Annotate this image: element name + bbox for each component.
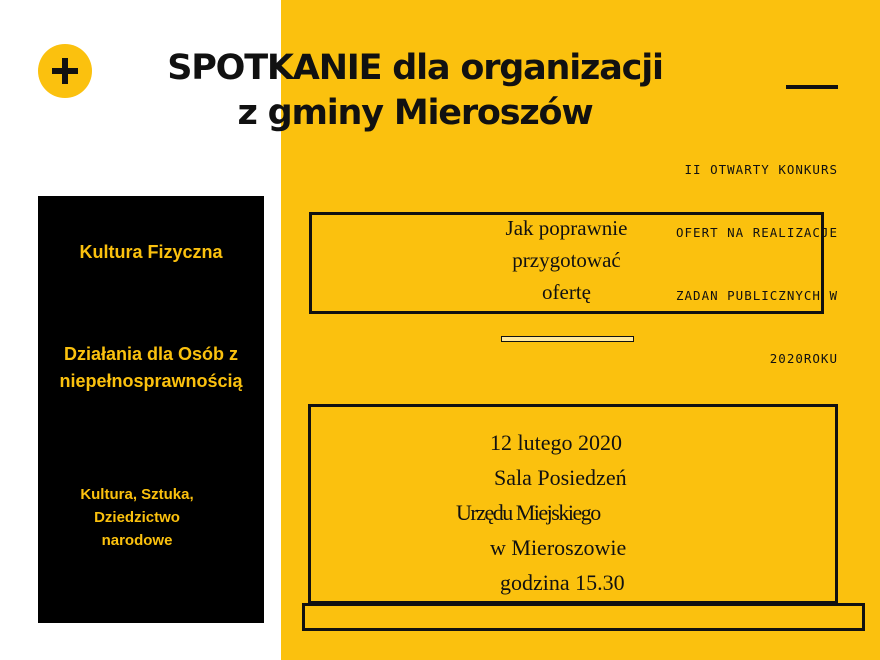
- topic-line: przygotować: [512, 248, 621, 272]
- details-box: [380, 425, 750, 600]
- event-place-line-3: w Mieroszowie: [490, 535, 627, 560]
- category-line: Kultura, Sztuka,: [80, 486, 194, 503]
- plus-icon: [38, 44, 92, 98]
- plus-icon-vertical-bar: [62, 58, 68, 84]
- event-time: godzina 15.30: [500, 570, 625, 595]
- subtitle-line-2: OFERT NA REALIZACJE: [676, 225, 838, 240]
- topic-line: Jak poprawnie: [505, 216, 628, 240]
- event-place-line-1: Sala Posiedzeń: [494, 465, 627, 490]
- category-line: Kultura Fizyczna: [79, 242, 223, 262]
- category-culture-art-heritage: [62, 483, 212, 552]
- topic-box: [309, 212, 824, 308]
- topic-line: ofertę: [542, 280, 591, 304]
- event-date: 12 lutego 2020: [490, 430, 622, 455]
- subtitle-line-1: II OTWARTY KONKURS: [684, 162, 838, 177]
- separator-bar: [501, 336, 634, 342]
- accent-line: [786, 85, 838, 89]
- category-line: niepełnosprawnością: [59, 371, 243, 391]
- event-place-line-2: Urzędu Miejskiego: [456, 500, 600, 525]
- subtitle-line-4: 2020ROKU: [769, 351, 838, 366]
- category-line: Działania dla Osób z: [63, 344, 239, 364]
- subtitle-line-3: ZADAN PUBLICZNYCH W: [676, 288, 838, 303]
- category-physical-culture: [38, 240, 264, 264]
- category-line: Dziedzictwo: [94, 509, 180, 526]
- category-disability-support: [30, 341, 272, 395]
- page-title: [110, 46, 720, 136]
- base-bar: [302, 603, 865, 631]
- category-line: narodowe: [101, 532, 173, 549]
- title-line-1: SPOTKANIE dla organizacji: [167, 48, 663, 88]
- title-line-2: z gminy Mieroszów: [237, 93, 593, 133]
